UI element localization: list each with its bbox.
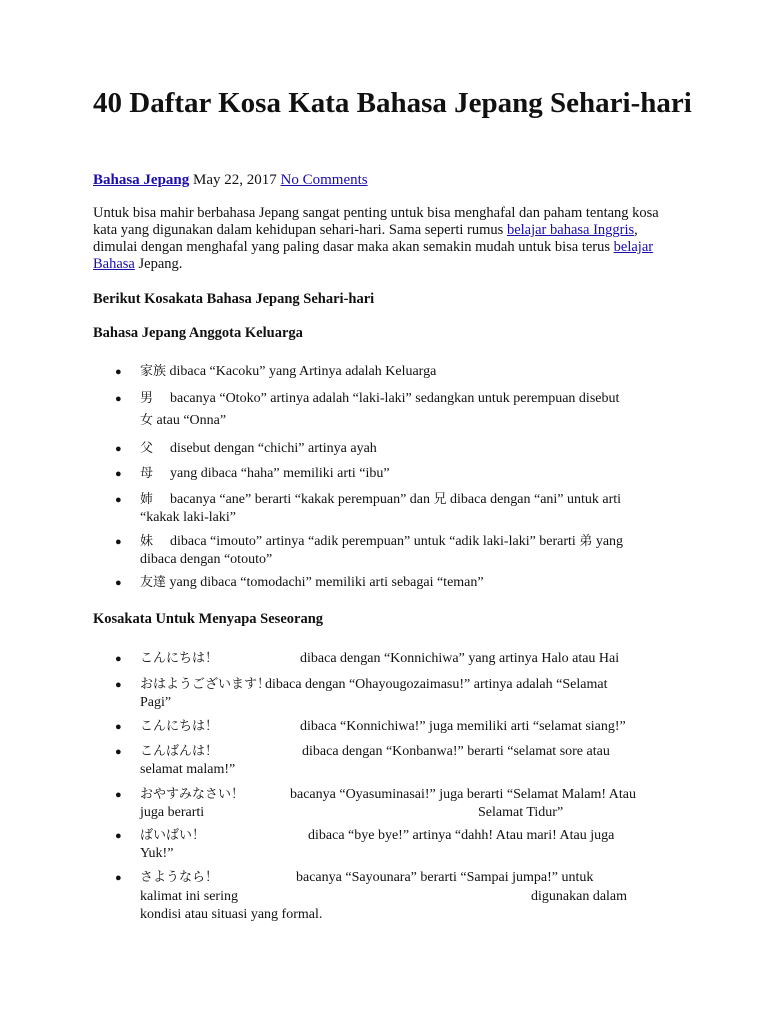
comments-link[interactable]: No Comments [280, 172, 368, 188]
bullet: ● [115, 830, 122, 842]
heading-keluarga: Bahasa Jepang Anggota Keluarga [93, 325, 303, 341]
kanji: 父 [140, 441, 154, 456]
bullet: ● [115, 494, 122, 506]
kanji: 兄 [433, 492, 447, 507]
item-text: dibaca dengan “Konnichiwa” yang artinya Halo atau Hai [300, 651, 620, 666]
item-text: dibaca dengan “Ohayougozaimasu!” artinya adalah “Selamat [265, 677, 608, 692]
item-text: Pagi” [140, 695, 172, 710]
kanji: 姉 [140, 492, 154, 507]
article-title: 40 Daftar Kosa Kata Bahasa Jepang Sehari-hari [93, 87, 692, 119]
kanji: 男 [140, 391, 154, 406]
kana: こんにちは！ [140, 651, 219, 666]
item-text: bacanya “Otoko” artinya adalah “laki-laki” sedangkan untuk perempuan disebut [170, 391, 620, 406]
bullet: ● [115, 653, 122, 665]
item-text: disebut dengan “chichi” artinya ayah [170, 441, 377, 456]
article-meta [93, 171, 368, 189]
item-text: bacanya “Oyasuminasai!” juga berarti “Selamat Malam! Atau [290, 787, 636, 802]
item-text: dibaca dengan “Konbanwa!” berarti “selamat sore atau [302, 744, 610, 759]
item-text: dibaca “imouto” artinya “adik perempuan” untuk “adik laki-laki” berarti [170, 534, 580, 549]
item-text: yang dibaca “tomodachi” memiliki arti sebagai “teman” [166, 575, 484, 590]
heading-menyapa: Kosakata Untuk Menyapa Seseorang [93, 611, 324, 627]
item-text: digunakan dalam [531, 889, 628, 904]
item-text: dibaca dengan “otouto” [140, 552, 273, 567]
kana: おはようございます！ [140, 677, 271, 692]
item-text: yang [592, 534, 624, 549]
item-text: juga berarti [140, 805, 205, 820]
item-text: “kakak laki-laki” [140, 510, 237, 525]
bullet: ● [115, 789, 122, 801]
bullet: ● [115, 721, 122, 733]
kana: さようなら！ [140, 870, 219, 885]
intro-paragraph [93, 205, 681, 273]
heading-kosakata: Berikut Kosakata Bahasa Jepang Sehari-hari [93, 291, 375, 307]
bullet: ● [115, 393, 122, 405]
kanji: 弟 [579, 534, 593, 549]
item-text: Yuk!” [140, 846, 174, 861]
kanji: 家族 [140, 364, 167, 379]
kana: こんにちは！ [140, 719, 219, 734]
item-text: Selamat Tidur” [478, 805, 564, 820]
item-text: selamat malam!” [140, 762, 236, 777]
bullet: ● [115, 746, 122, 758]
item-text: atau “Onna” [153, 413, 227, 428]
post-date: May 22, 2017 [193, 172, 277, 188]
category-link[interactable]: Bahasa Jepang [93, 172, 190, 188]
bullet: ● [115, 872, 122, 884]
kana: こんばんは！ [140, 744, 219, 759]
intro-text-1: Untuk bisa mahir berbahasa Jepang sangat penting untuk bisa menghafal dan paham tentang kosa kata yang digunakan dalam kehidupan sehari-hari. Sama seperti rumus [93, 205, 659, 238]
link-belajar-bahasa[interactable]: belajar Bahasa [93, 239, 654, 272]
kana: ばいばい！ [140, 828, 206, 843]
kanji: 友達 [140, 575, 167, 590]
item-text: dibaca “bye bye!” artinya “dahh! Atau mari! Atau juga [308, 828, 615, 843]
link-belajar-bahasa-inggris[interactable]: belajar bahasa Inggris [506, 222, 635, 238]
bullet: ● [115, 443, 122, 455]
kanji: 妹 [140, 534, 154, 549]
kanji: 母 [140, 466, 154, 481]
bullet: ● [115, 366, 122, 378]
item-text: dibaca “Konnichiwa!” juga memiliki arti “selamat siang!” [300, 719, 626, 734]
intro-text-3: Jepang. [134, 256, 183, 272]
item-text: bacanya “Sayounara” berarti “Sampai jumpa!” untuk [296, 870, 594, 885]
item-text: yang dibaca “haha” memiliki arti “ibu” [170, 466, 390, 481]
bullet: ● [115, 679, 122, 691]
item-text: bacanya “ane” berarti “kakak perempuan” dan [170, 492, 434, 507]
intro-text-2: , dimulai dengan menghafal yang paling dasar maka akan semakin mudah untuk bisa terus [93, 222, 638, 255]
bullet: ● [115, 468, 122, 480]
bullet: ● [115, 577, 122, 589]
item-text: dibaca “Kacoku” yang Artinya adalah Keluarga [166, 364, 437, 379]
item-text: kondisi atau situasi yang formal. [140, 907, 323, 922]
kana: おやすみなさい！ [140, 787, 245, 802]
item-text: kalimat ini sering [140, 889, 238, 904]
kanji: 女 [140, 413, 154, 428]
bullet: ● [115, 536, 122, 548]
item-text: dibaca dengan “ani” untuk arti [446, 492, 622, 507]
